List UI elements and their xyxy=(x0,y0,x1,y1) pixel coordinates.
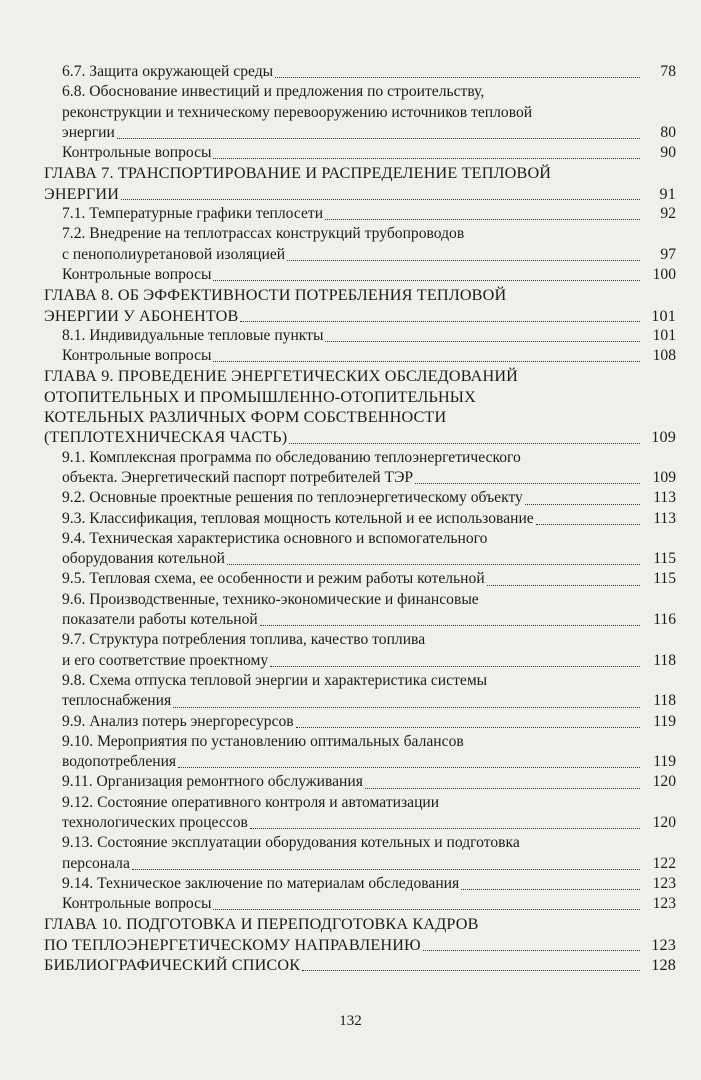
toc-page-number: 91 xyxy=(659,184,676,203)
toc-section-entry xyxy=(62,529,676,570)
toc-section-entry xyxy=(62,204,676,224)
toc-chapter-entry xyxy=(44,914,676,955)
toc-section-entry xyxy=(62,793,676,834)
dot-leader xyxy=(325,341,640,342)
toc-section-entry xyxy=(62,772,676,792)
dot-leader xyxy=(173,707,640,708)
dot-leader xyxy=(240,321,640,322)
toc-entry-title-line: 9.4. Техническая характеристика основного и вспомогательного xyxy=(62,529,488,547)
toc-page-number: 119 xyxy=(653,712,676,730)
dot-leader xyxy=(296,727,640,728)
toc-entry-title-line: 9.3. Классификация, тепловая мощность котельной и ее использование xyxy=(62,509,534,527)
toc-entry-title-line: 9.1. Комплексная программа по обследованию теплоэнергетического xyxy=(62,448,521,466)
toc-page-number: 113 xyxy=(653,489,676,507)
dot-leader xyxy=(213,158,640,159)
toc-section-entry xyxy=(62,509,676,529)
toc-entry-title-line: БИБЛИОГРАФИЧЕСКИЙ СПИСОК xyxy=(44,956,301,975)
toc-page-number: 118 xyxy=(653,651,676,669)
dot-leader xyxy=(250,828,640,829)
toc-page-number: 122 xyxy=(652,854,676,872)
dot-leader xyxy=(275,77,640,78)
toc-page-number: 120 xyxy=(652,773,676,791)
toc-page-number: 80 xyxy=(660,123,676,141)
dot-leader xyxy=(260,625,640,626)
dot-leader xyxy=(213,280,640,281)
toc-chapter-entry xyxy=(44,366,676,447)
toc-entry-title-line: 9.11. Организация ремонтного обслуживания xyxy=(62,773,363,791)
toc-entry-title-line: 6.8. Обоснование инвестиций и предложения по строительству, xyxy=(62,83,485,101)
toc-section-entry xyxy=(62,326,676,346)
toc-section-entry xyxy=(62,833,676,874)
toc-page-number: 90 xyxy=(660,144,676,162)
dot-leader xyxy=(325,219,640,220)
toc-entry-title-line: энергии xyxy=(62,123,115,141)
dot-leader xyxy=(132,869,640,870)
dot-leader xyxy=(270,666,640,667)
toc-entry-title-line: технологических процессов xyxy=(62,813,248,831)
dot-leader xyxy=(213,909,640,910)
dot-leader xyxy=(117,138,640,139)
toc-entry-title-line: 9.10. Мероприятия по установлению оптимальных балансов xyxy=(62,732,464,750)
toc-page-number: 118 xyxy=(653,692,676,710)
toc-page-number: 119 xyxy=(653,753,676,771)
toc-entry-title-line: ГЛАВА 10. ПОДГОТОВКА И ПЕРЕПОДГОТОВКА КАДРОВ xyxy=(44,915,479,934)
toc-chapter-entry xyxy=(44,955,676,975)
toc-entry-title-line: объекта. Энергетический паспорт потребителей ТЭР xyxy=(62,468,414,486)
dot-leader xyxy=(213,361,640,362)
toc-page-number: 92 xyxy=(660,205,676,223)
toc-page-number: 101 xyxy=(652,326,676,344)
toc-page-number: 128 xyxy=(651,956,676,975)
toc-section-entry xyxy=(62,712,676,732)
toc-page-number: 101 xyxy=(651,306,676,325)
toc-section-entry xyxy=(62,488,676,508)
toc-entry-title-line: (ТЕПЛОТЕХНИЧЕСКАЯ ЧАСТЬ) xyxy=(44,428,288,447)
toc-page-number: 115 xyxy=(653,570,676,588)
toc-section-entry xyxy=(62,346,676,366)
toc-page-number: 123 xyxy=(651,935,676,954)
toc-section-entry xyxy=(62,82,676,143)
toc-entry-title-line: ГЛАВА 9. ПРОВЕДЕНИЕ ЭНЕРГЕТИЧЕСКИХ ОБСЛЕДОВАНИЙ xyxy=(44,367,518,386)
toc-section-entry xyxy=(62,590,676,631)
toc-page-number: 115 xyxy=(653,550,676,568)
dot-leader xyxy=(287,260,640,261)
toc-page-number: 109 xyxy=(651,428,676,447)
toc-section-entry xyxy=(62,448,676,489)
toc-chapter-entry xyxy=(44,163,676,204)
toc-section-entry xyxy=(62,143,676,163)
toc-entry-title-line: 9.14. Техническое заключение по материалам обследования xyxy=(62,874,460,892)
toc-entry-title-line: 9.6. Производственные, технико-экономические и финансовые xyxy=(62,590,479,608)
dot-leader xyxy=(227,564,640,565)
toc-entry-title-line: 9.9. Анализ потерь энергоресурсов xyxy=(62,712,294,730)
toc-entry-title-line: ПО ТЕПЛОЭНЕРГЕТИЧЕСКОМУ НАПРАВЛЕНИЮ xyxy=(44,935,421,954)
toc-page-number: 120 xyxy=(652,813,676,831)
dot-leader xyxy=(525,504,640,505)
toc-section-entry xyxy=(62,732,676,773)
toc-entry-title-line: 9.13. Состояние эксплуатации оборудования котельных и подготовка xyxy=(62,834,520,852)
toc-entry-title-line: ГЛАВА 7. ТРАНСПОРТИРОВАНИЕ И РАСПРЕДЕЛЕНИЕ ТЕПЛОВОЙ xyxy=(44,164,552,183)
toc-section-entry xyxy=(62,894,676,914)
toc-page-number: 97 xyxy=(660,245,676,263)
toc-page-number: 123 xyxy=(652,895,676,913)
toc-entry-title-line: 6.7. Защита окружающей среды xyxy=(62,63,274,80)
toc-page-number: 113 xyxy=(653,509,676,527)
page-number: 132 xyxy=(339,1013,362,1029)
toc-entry-title-line: показатели работы котельной xyxy=(62,611,258,629)
toc-entry-title-line: и его соответствие проектному xyxy=(62,651,269,669)
toc-entry-title-line: ЭНЕРГИИ xyxy=(44,184,120,203)
dot-leader xyxy=(487,585,640,586)
toc-section-entry xyxy=(62,265,676,285)
toc-entry-title-line: Контрольные вопросы xyxy=(62,265,212,283)
toc-entry-title-line: КОТЕЛЬНЫХ РАЗЛИЧНЫХ ФОРМ СОБСТВЕННОСТИ xyxy=(44,408,447,427)
table-of-contents xyxy=(44,62,676,975)
toc-section-entry xyxy=(62,569,676,589)
toc-section-entry xyxy=(62,671,676,712)
toc-entry-title-line: 9.2. Основные проектные решения по теплоэнергетическому объекту xyxy=(62,489,523,507)
toc-entry-title-line: персонала xyxy=(62,854,130,872)
toc-entry-title-line: теплоснабжения xyxy=(62,692,172,710)
dot-leader xyxy=(178,767,640,768)
toc-entry-title-line: ЭНЕРГИИ У АБОНЕНТОВ xyxy=(44,306,239,325)
toc-entry-title-line: 9.12. Состояние оперативного контроля и автоматизации xyxy=(62,793,440,811)
dot-leader xyxy=(461,889,640,890)
toc-entry-title-line: реконструкции и техническому перевооружению источников тепловой xyxy=(62,103,533,121)
toc-page-number: 100 xyxy=(652,265,676,283)
toc-entry-title-line: Контрольные вопросы xyxy=(62,144,212,162)
toc-section-entry xyxy=(62,62,676,82)
toc-chapter-entry xyxy=(44,285,676,326)
toc-entry-title-line: с пенополиуретановой изоляцией xyxy=(62,245,286,263)
toc-entry-title-line: оборудования котельной xyxy=(62,550,225,568)
toc-entry-title-line: ОТОПИТЕЛЬНЫХ И ПРОМЫШЛЕННО-ОТОПИТЕЛЬНЫХ xyxy=(44,387,476,406)
toc-page-number: 108 xyxy=(652,347,676,365)
toc-section-entry xyxy=(62,630,676,671)
dot-leader xyxy=(536,524,640,525)
toc-entry-title-line: водопотребления xyxy=(62,753,177,771)
toc-entry-title-line: 7.2. Внедрение на теплотрассах конструкций трубопроводов xyxy=(62,225,465,243)
dot-leader xyxy=(415,483,640,484)
toc-entry-title-line: 9.5. Тепловая схема, ее особенности и режим работы котельной xyxy=(62,570,485,588)
toc-entry-title-line: ГЛАВА 8. ОБ ЭФФЕКТИВНОСТИ ПОТРЕБЛЕНИЯ ТЕПЛОВОЙ xyxy=(44,286,507,305)
toc-entry-title-line: 9.8. Схема отпуска тепловой энергии и характеристика системы xyxy=(62,671,488,689)
toc-page-number: 116 xyxy=(653,611,676,629)
toc-section-entry xyxy=(62,874,676,894)
toc-page-number: 109 xyxy=(652,468,676,486)
dot-leader xyxy=(289,443,640,444)
toc-page-number: 123 xyxy=(652,874,676,892)
toc-entry-title-line: 7.1. Температурные графики теплосети xyxy=(62,205,324,223)
dot-leader xyxy=(121,199,640,200)
toc-entry-title-line: 9.7. Структура потребления топлива, качество топлива xyxy=(62,631,426,649)
toc-page-number: 78 xyxy=(660,63,676,80)
dot-leader xyxy=(365,788,640,789)
dot-leader xyxy=(302,970,640,971)
toc-section-entry xyxy=(62,224,676,265)
dot-leader xyxy=(423,950,640,951)
toc-entry-title-line: Контрольные вопросы xyxy=(62,347,212,365)
toc-entry-title-line: Контрольные вопросы xyxy=(62,895,212,913)
toc-entry-title-line: 8.1. Индивидуальные тепловые пункты xyxy=(62,326,324,344)
